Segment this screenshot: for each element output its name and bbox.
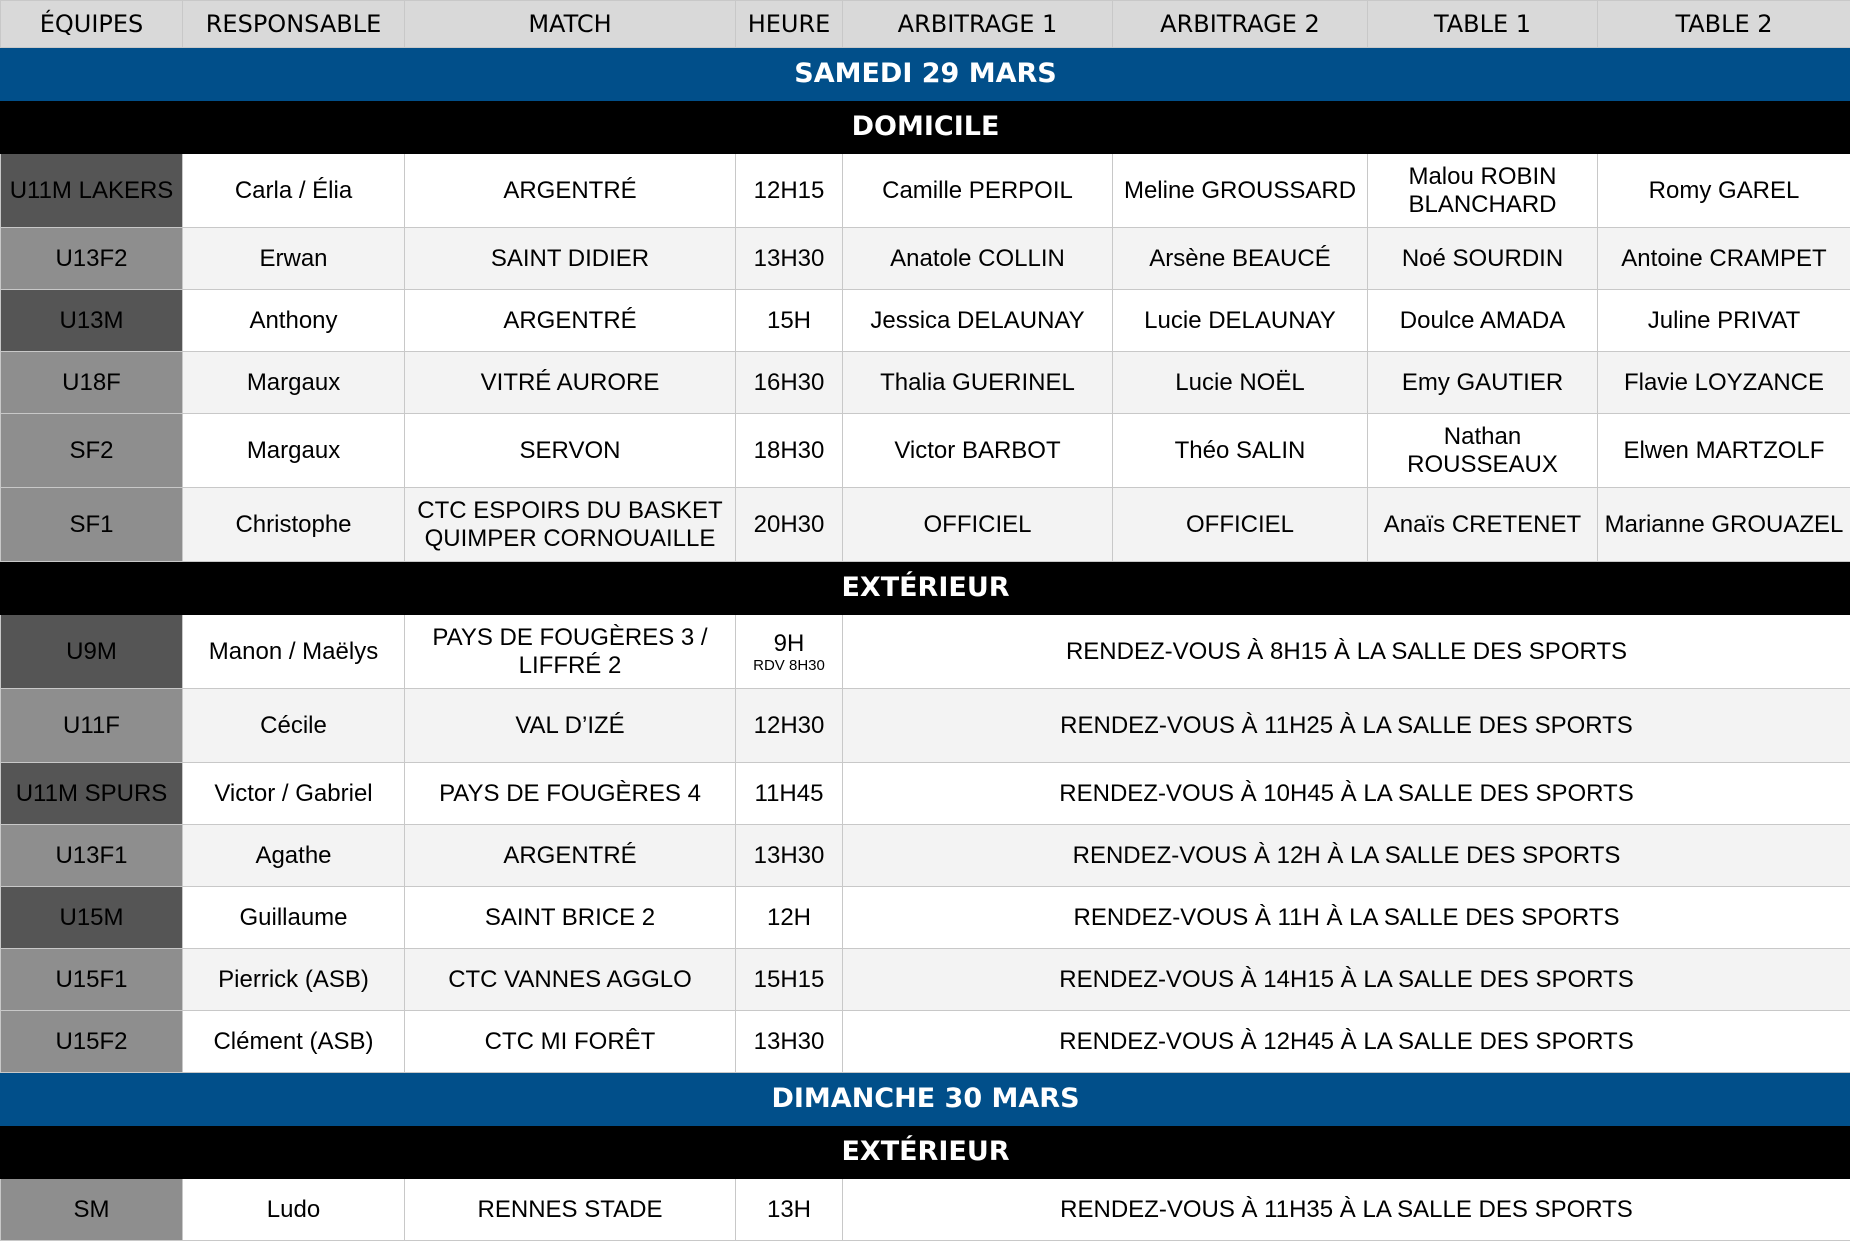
table-2-cell: Antoine CRAMPET bbox=[1598, 228, 1850, 290]
responsable-cell: Christophe bbox=[183, 488, 405, 562]
responsable-cell: Margaux bbox=[183, 352, 405, 414]
table-2-cell: Juline PRIVAT bbox=[1598, 290, 1850, 352]
heure-cell: 11H45 bbox=[736, 763, 843, 825]
responsable-cell: Manon / Maëlys bbox=[183, 615, 405, 689]
match-cell: SERVON bbox=[405, 414, 736, 488]
schedule-body bbox=[1, 48, 1850, 1241]
rendezvous-cell: RENDEZ-VOUS À 10H45 À LA SALLE DES SPORTS bbox=[843, 763, 1850, 825]
team-cell: U13M bbox=[1, 290, 183, 352]
match-cell: CTC MI FORÊT bbox=[405, 1011, 736, 1073]
team-cell: U11M LAKERS bbox=[1, 154, 183, 228]
rendezvous-cell: RENDEZ-VOUS À 14H15 À LA SALLE DES SPORTS bbox=[843, 949, 1850, 1011]
rendezvous-cell: RENDEZ-VOUS À 12H45 À LA SALLE DES SPORTS bbox=[843, 1011, 1850, 1073]
match-cell: ARGENTRÉ bbox=[405, 825, 736, 887]
team-cell: U13F2 bbox=[1, 228, 183, 290]
match-cell: SAINT DIDIER bbox=[405, 228, 736, 290]
match-cell: PAYS DE FOUGÈRES 4 bbox=[405, 763, 736, 825]
match-cell: ARGENTRÉ bbox=[405, 290, 736, 352]
team-cell: SM bbox=[1, 1179, 183, 1241]
table-row bbox=[1, 290, 1850, 352]
table-row bbox=[1, 689, 1850, 763]
table-row bbox=[1, 949, 1850, 1011]
heure-cell: 13H bbox=[736, 1179, 843, 1241]
table-2-cell: Marianne GROUAZEL bbox=[1598, 488, 1850, 562]
section-header-row bbox=[1, 562, 1850, 615]
table-row bbox=[1, 352, 1850, 414]
responsable-cell: Agathe bbox=[183, 825, 405, 887]
table-2-cell: Flavie LOYZANCE bbox=[1598, 352, 1850, 414]
match-cell: SAINT BRICE 2 bbox=[405, 887, 736, 949]
col-header-arbitrage-2: ARBITRAGE 2 bbox=[1113, 1, 1368, 48]
table-2-cell: Elwen MARTZOLF bbox=[1598, 414, 1850, 488]
responsable-cell: Anthony bbox=[183, 290, 405, 352]
col-header-heure: HEURE bbox=[736, 1, 843, 48]
responsable-cell: Carla / Élia bbox=[183, 154, 405, 228]
team-cell: U15F1 bbox=[1, 949, 183, 1011]
table-row bbox=[1, 825, 1850, 887]
responsable-cell: Margaux bbox=[183, 414, 405, 488]
team-cell: SF1 bbox=[1, 488, 183, 562]
heure-cell: 15H15 bbox=[736, 949, 843, 1011]
heure-cell: 13H30 bbox=[736, 1011, 843, 1073]
rendezvous-cell: RENDEZ-VOUS À 12H À LA SALLE DES SPORTS bbox=[843, 825, 1850, 887]
table-1-cell: Anaïs CRETENET bbox=[1368, 488, 1598, 562]
heure-cell bbox=[736, 615, 843, 689]
table-row bbox=[1, 1011, 1850, 1073]
heure-cell: 13H30 bbox=[736, 228, 843, 290]
match-cell: PAYS DE FOUGÈRES 3 / LIFFRÉ 2 bbox=[405, 615, 736, 689]
responsable-cell: Victor / Gabriel bbox=[183, 763, 405, 825]
match-cell: VITRÉ AURORE bbox=[405, 352, 736, 414]
arbitrage-2-cell: Lucie DELAUNAY bbox=[1113, 290, 1368, 352]
table-row bbox=[1, 615, 1850, 689]
rendezvous-cell: RENDEZ-VOUS À 11H25 À LA SALLE DES SPORTS bbox=[843, 689, 1850, 763]
day-title: DIMANCHE 30 MARS bbox=[1, 1073, 1850, 1126]
team-cell: U9M bbox=[1, 615, 183, 689]
table-row bbox=[1, 763, 1850, 825]
heure-value: 9H bbox=[773, 629, 805, 657]
heure-cell: 12H bbox=[736, 887, 843, 949]
section-header-row bbox=[1, 1126, 1850, 1179]
team-cell: U18F bbox=[1, 352, 183, 414]
arbitrage-2-cell: Lucie NOËL bbox=[1113, 352, 1368, 414]
responsable-cell: Guillaume bbox=[183, 887, 405, 949]
team-cell: U15F2 bbox=[1, 1011, 183, 1073]
arbitrage-2-cell: Meline GROUSSARD bbox=[1113, 154, 1368, 228]
table-1-cell: Doulce AMADA bbox=[1368, 290, 1598, 352]
arbitrage-2-cell: Théo SALIN bbox=[1113, 414, 1368, 488]
arbitrage-1-cell: Thalia GUERINEL bbox=[843, 352, 1113, 414]
col-header-arbitrage-1: ARBITRAGE 1 bbox=[843, 1, 1113, 48]
arbitrage-2-cell: OFFICIEL bbox=[1113, 488, 1368, 562]
col-header-match: MATCH bbox=[405, 1, 736, 48]
arbitrage-1-cell: Victor BARBOT bbox=[843, 414, 1113, 488]
table-row bbox=[1, 414, 1850, 488]
match-cell: RENNES STADE bbox=[405, 1179, 736, 1241]
header-row bbox=[1, 1, 1850, 48]
arbitrage-1-cell: Jessica DELAUNAY bbox=[843, 290, 1113, 352]
arbitrage-2-cell: Arsène BEAUCÉ bbox=[1113, 228, 1368, 290]
day-title: SAMEDI 29 MARS bbox=[1, 48, 1850, 101]
arbitrage-1-cell: OFFICIEL bbox=[843, 488, 1113, 562]
team-cell: SF2 bbox=[1, 414, 183, 488]
arbitrage-1-cell: Camille PERPOIL bbox=[843, 154, 1113, 228]
heure-cell: 20H30 bbox=[736, 488, 843, 562]
heure-cell: 16H30 bbox=[736, 352, 843, 414]
team-cell: U13F1 bbox=[1, 825, 183, 887]
section-title: EXTÉRIEUR bbox=[1, 562, 1850, 615]
col-header-table-2: TABLE 2 bbox=[1598, 1, 1850, 48]
rendezvous-cell: RENDEZ-VOUS À 8H15 À LA SALLE DES SPORTS bbox=[843, 615, 1850, 689]
table-row bbox=[1, 488, 1850, 562]
section-title: DOMICILE bbox=[1, 101, 1850, 154]
responsable-cell: Cécile bbox=[183, 689, 405, 763]
heure-cell: 15H bbox=[736, 290, 843, 352]
table-1-cell: Noé SOURDIN bbox=[1368, 228, 1598, 290]
heure-cell: 12H30 bbox=[736, 689, 843, 763]
table-2-cell: Romy GAREL bbox=[1598, 154, 1850, 228]
heure-note: RDV 8H30 bbox=[753, 656, 825, 674]
col-header-responsable: RESPONSABLE bbox=[183, 1, 405, 48]
heure-cell: 18H30 bbox=[736, 414, 843, 488]
match-cell: ARGENTRÉ bbox=[405, 154, 736, 228]
rendezvous-cell: RENDEZ-VOUS À 11H À LA SALLE DES SPORTS bbox=[843, 887, 1850, 949]
table-row bbox=[1, 228, 1850, 290]
heure-cell: 13H30 bbox=[736, 825, 843, 887]
responsable-cell: Erwan bbox=[183, 228, 405, 290]
match-cell: VAL D’IZÉ bbox=[405, 689, 736, 763]
responsable-cell: Clément (ASB) bbox=[183, 1011, 405, 1073]
table-row bbox=[1, 887, 1850, 949]
section-title: EXTÉRIEUR bbox=[1, 1126, 1850, 1179]
table-1-cell: Malou ROBIN BLANCHARD bbox=[1368, 154, 1598, 228]
responsable-cell: Pierrick (ASB) bbox=[183, 949, 405, 1011]
team-cell: U11F bbox=[1, 689, 183, 763]
day-header-row bbox=[1, 48, 1850, 101]
heure-cell: 12H15 bbox=[736, 154, 843, 228]
col-header-equipes: ÉQUIPES bbox=[1, 1, 183, 48]
table-1-cell: Emy GAUTIER bbox=[1368, 352, 1598, 414]
section-header-row bbox=[1, 101, 1850, 154]
match-cell: CTC VANNES AGGLO bbox=[405, 949, 736, 1011]
responsable-cell: Ludo bbox=[183, 1179, 405, 1241]
table-1-cell: Nathan ROUSSEAUX bbox=[1368, 414, 1598, 488]
col-header-table-1: TABLE 1 bbox=[1368, 1, 1598, 48]
table-row bbox=[1, 154, 1850, 228]
match-cell: CTC ESPOIRS DU BASKET QUIMPER CORNOUAILLE bbox=[405, 488, 736, 562]
day-header-row bbox=[1, 1073, 1850, 1126]
team-cell: U11M SPURS bbox=[1, 763, 183, 825]
rendezvous-cell: RENDEZ-VOUS À 11H35 À LA SALLE DES SPORTS bbox=[843, 1179, 1850, 1241]
team-cell: U15M bbox=[1, 887, 183, 949]
arbitrage-1-cell: Anatole COLLIN bbox=[843, 228, 1113, 290]
table-row bbox=[1, 1179, 1850, 1241]
